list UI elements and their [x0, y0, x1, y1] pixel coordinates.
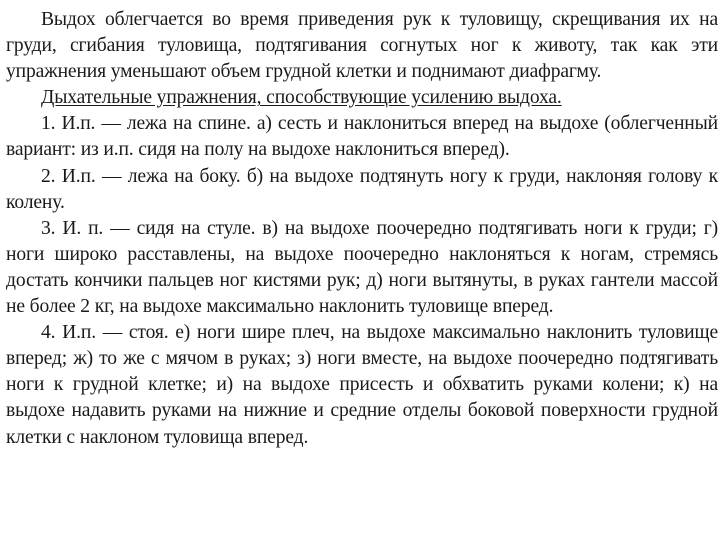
section-heading: Дыхательные упражнения, способствующие усилению выдоха.	[41, 87, 562, 109]
exercise-item-2: 2. И.п. — лежа на боку. б) на выдохе подтянуть ногу к груди, наклоняя голову к колену.	[6, 165, 718, 213]
intro-paragraph: Выдох облегчается во время приведения рук к туловищу, скрещивания их на груди, сгибания туловища, подтягивания согнутых ног к животу, так как эти упражнения уменьшают объем грудной клетки и поднимают диафрагму.	[6, 9, 718, 83]
exercise-item-4: 4. И.п. — стоя. е) ноги шире плеч, на выдохе максимально наклонить туловище вперед; ж) то же с мячом в руках; з) ноги вместе, на выдохе поочередно подтягивать ноги к грудной клетке; и) на выдохе присесть и обхватить руками колени; к) на выдохе надавить руками на нижние и средние отделы боковой поверхности грудной клетки с наклоном туловища вперед.	[6, 322, 718, 448]
exercise-item-1: 1. И.п. — лежа на спине. а) сесть и наклониться вперед на выдохе (облегченный вариант: из и.п. сидя на полу на выдохе наклониться вперед).	[6, 113, 718, 161]
exercise-item-3: 3. И. п. — сидя на стуле. в) на выдохе поочередно подтягивать ноги к груди; г) ноги широко расставлены, на выдохе поочередно наклоняться к ногам, стремясь достать кончики пальцев ног кистями рук; д) ноги вытянуты, в руках гантели массой не более 2 кг, на выдохе максимально наклонить туловище вперед.	[6, 217, 718, 318]
